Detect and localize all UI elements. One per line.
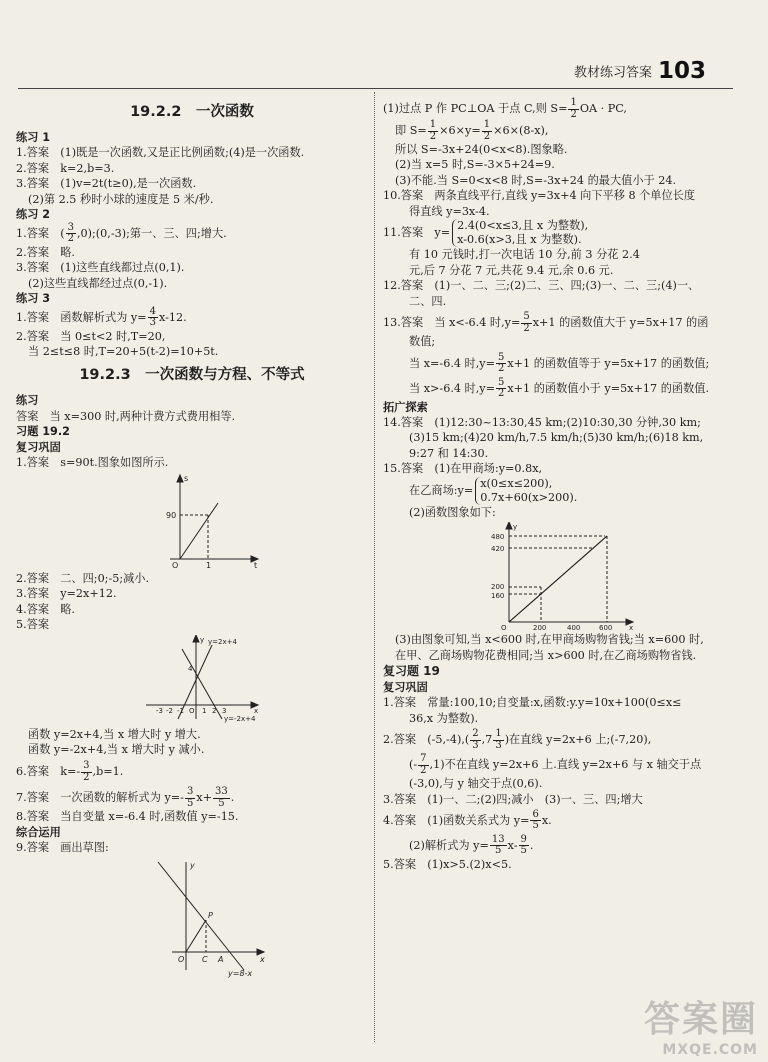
- text-run: 即 S=: [395, 124, 427, 137]
- tick-label: 600: [599, 624, 613, 631]
- text-run: x+1 的函数值小于 y=5x+17 的函数值.: [507, 381, 710, 395]
- tick-label: 480: [491, 533, 505, 542]
- piecewise-brace: [475, 477, 577, 505]
- practice-1-heading: 练习 1: [16, 131, 51, 144]
- numerator: 3: [83, 760, 90, 772]
- axis-label: t: [254, 560, 258, 569]
- origin-label: O: [501, 624, 507, 631]
- section-title-19-2-3: 19.2.3 一次函数与方程、不等式: [79, 367, 305, 384]
- answer-line: 元,后 7 分花 7 元,共花 9.4 元,余 0.6 元.: [409, 263, 614, 277]
- text-run: ,7: [481, 733, 493, 747]
- numerator: 9: [520, 833, 527, 845]
- answer-line: 1.答案 (1)既是一次函数,又是正比例函数;(4)是一次函数.: [16, 146, 305, 160]
- answer-line: [383, 98, 735, 120]
- answer-line: 当 2≤t≤8 时,T=20+5(t-2)=10+5t.: [28, 344, 219, 358]
- answer-line: 得直线 y=3x-4.: [409, 204, 490, 218]
- answer-line: [383, 729, 735, 751]
- tick-label: -3: [156, 706, 163, 715]
- text-run: 1.答案 函数解析式为 y=: [16, 310, 147, 324]
- answer-line: 2.答案 略.: [16, 245, 75, 259]
- answer-line: (3)由图象可知,当 x<600 时,在甲商场购物省钱;当 x=600 时,: [395, 633, 704, 647]
- denominator: 5: [186, 797, 194, 809]
- axis-label: x: [260, 954, 265, 964]
- graph-two-lines: [16, 635, 368, 725]
- case-line: x-0.6(x>3,且 x 为整数).: [457, 233, 582, 247]
- answer-line: 9:27 和 14:30.: [409, 446, 489, 460]
- numerator: 5: [523, 311, 530, 323]
- watermark-url: MXQE.COM: [662, 1042, 758, 1058]
- denominator: 5: [218, 797, 225, 809]
- fraction: [418, 754, 428, 776]
- numerator: 1: [495, 728, 502, 740]
- numerator: 5: [498, 376, 505, 388]
- text-run: ,0);(0,-3);第一、三、四;增大.: [76, 226, 227, 240]
- tick-label: 160: [491, 592, 505, 601]
- exercise-heading: 习题 19.2: [16, 425, 70, 439]
- fraction: [66, 223, 76, 245]
- denominator: 2: [498, 363, 505, 375]
- left-column: [16, 98, 368, 980]
- line-label: y=-2x+4: [224, 714, 256, 723]
- answer-line: (3)不能.当 S=0<x<8 时,S=-3x+24 的最大值小于 24.: [395, 173, 677, 187]
- answer-line: [383, 120, 735, 142]
- denominator: 3: [472, 739, 479, 751]
- answer-line: 8.答案 当自变量 x=-6.4 时,函数值 y=-15.: [16, 810, 239, 824]
- numerator: 7: [420, 753, 427, 765]
- extension-heading: 拓广探索: [383, 400, 428, 414]
- tick-label: 420: [491, 545, 505, 554]
- text-run: 11.答案: [383, 226, 424, 240]
- denominator: 2: [483, 130, 491, 142]
- answer-line: 有 10 元钱时,打一次电话 10 分,前 3 分花 2.4: [409, 248, 640, 262]
- denominator: 2: [429, 130, 437, 142]
- text-run: x+: [196, 791, 213, 805]
- text-run: 6.答案 k=-: [16, 765, 81, 779]
- answer-line: [383, 810, 735, 832]
- text-run: 13.答案 当 x<-6.4 时,y=: [383, 316, 521, 330]
- numerator: 13: [491, 833, 505, 845]
- origin-label: O: [172, 560, 179, 569]
- denominator: 5: [532, 820, 539, 832]
- y-axis-arrow: [506, 522, 512, 529]
- text-run: )在直线 y=2x+6 上;(-7,20),: [504, 733, 652, 747]
- answer-line: (2)第 2.5 秒时小球的速度是 5 米/秒.: [28, 192, 214, 206]
- text-run: x+1 的函数值大于 y=5x+17 的函: [532, 316, 709, 330]
- header-rule: [18, 88, 733, 89]
- text-run: .: [529, 838, 534, 852]
- denominator: 2: [498, 388, 505, 400]
- answer-line: 数值;: [409, 335, 436, 349]
- answer-line: 2.答案 二、四;0;-5;减小.: [16, 571, 150, 585]
- graph-y-8-x: [16, 858, 368, 978]
- review-heading: 复习巩固: [383, 680, 428, 694]
- denominator: 5: [520, 845, 527, 857]
- fraction: [470, 729, 480, 751]
- line-op: [186, 920, 206, 952]
- practice-heading: 练习: [16, 394, 39, 408]
- header-title: 教材练习答案: [573, 65, 652, 81]
- tick-label: 2: [212, 706, 217, 715]
- answer-line: 14.答案 (1)12:30~13:30,45 km;(2)10:30,30 分钟,30 km;: [383, 415, 701, 429]
- denominator: 2: [67, 233, 74, 245]
- denominator: 2: [420, 764, 427, 776]
- y-axis-arrow: [193, 635, 199, 642]
- y-axis-arrow: [177, 475, 183, 482]
- answer-line: 答案 当 x=300 时,两种计费方式费用相等.: [16, 409, 236, 423]
- line-mall-b: [509, 536, 607, 622]
- fraction: [530, 810, 540, 832]
- fraction: [496, 378, 506, 400]
- tick-label: 90: [166, 510, 177, 520]
- tick-label: 3: [222, 706, 227, 715]
- graph-s-90t: [16, 473, 368, 569]
- answer-line: 2.答案 k=2,b=3.: [16, 161, 115, 175]
- text-run: 4.答案 (1)函数关系式为 y=: [383, 813, 530, 827]
- axis-label: y: [200, 635, 205, 644]
- answer-line: 在甲、乙商场购物花费相同;当 x>600 时,在乙商场购物省钱.: [395, 648, 697, 662]
- origin-label: O: [189, 706, 195, 715]
- text-run: x+1 的函数值等于 y=5x+17 的函数值;: [507, 356, 710, 370]
- answer-line: 函数 y=2x+4,当 x 增大时 y 增大.: [28, 727, 201, 741]
- answer-line: [383, 754, 735, 776]
- numerator: 1: [570, 97, 577, 108]
- text-run: 当 x=-6.4 时,y=: [409, 356, 495, 370]
- text-run: (2)解析式为 y=: [409, 838, 489, 852]
- answer-line: [383, 378, 735, 400]
- answer-line: [16, 787, 368, 809]
- answer-line: 3.答案 (1)这些直线都过点(0,1).: [16, 261, 185, 275]
- right-column: [383, 98, 735, 872]
- denominator: 5: [495, 845, 502, 857]
- answer-line: [16, 761, 368, 783]
- text-run: 7.答案 一次函数的解析式为 y=-: [16, 791, 184, 805]
- axis-label: y: [190, 860, 195, 870]
- page-number: 103: [657, 58, 706, 84]
- answer-line: [383, 835, 735, 857]
- text-run: ×6×(8-x),: [493, 124, 549, 137]
- numerator: 5: [498, 351, 505, 363]
- fraction: [496, 353, 506, 375]
- numerator: 3: [67, 221, 74, 233]
- axis-label: s: [184, 473, 189, 483]
- answer-line: 2.答案 当 0≤t<2 时,T=20,: [16, 329, 166, 343]
- answer-line: 所以 S=-3x+24(0<x<8).图象略.: [395, 143, 568, 156]
- answer-line: 9.答案 画出草图:: [16, 841, 109, 855]
- column-divider: [374, 92, 375, 1042]
- origin-label: O: [178, 954, 185, 964]
- answer-line: 36,x 为整数).: [409, 711, 479, 725]
- text-run: OA · PC,: [579, 102, 627, 115]
- point-label: P: [208, 910, 213, 920]
- answer-line: (3)15 km;(4)20 km/h,7.5 km/h;(5)30 km/h;(6)18 km,: [409, 431, 704, 445]
- answer-line: 12.答案 (1)一、二、三;(2)二、三、四;(3)一、二、三;(4)一、: [383, 279, 700, 293]
- answer-line: 15.答案 (1)在甲商场:y=0.8x,: [383, 462, 543, 476]
- review-19-heading: 复习题 19: [383, 664, 440, 679]
- answer-line: 二、四.: [409, 294, 447, 308]
- fraction: [185, 787, 195, 809]
- text-run: 1.答案 (: [16, 226, 65, 240]
- text-run: 2.答案 (-5,-4),(: [383, 733, 470, 747]
- point-label: C: [202, 954, 208, 964]
- tick-label: 4: [188, 664, 193, 673]
- numerator: 3: [186, 786, 194, 798]
- text-run: ,1)不在直线 y=2x+6 上.直线 y=2x+6 与 x 轴交于点: [429, 758, 702, 772]
- numerator: 1: [429, 119, 437, 130]
- answer-line: 10.答案 两条直线平行,直线 y=3x+4 向下平移 8 个单位长度: [383, 189, 696, 203]
- watermark-text: 答案圈: [643, 999, 758, 1040]
- answer-line: 1.答案 常量:100,10;自变量:x,函数:y.y=10x+100(0≤x≤: [383, 696, 682, 710]
- denominator: 2: [570, 108, 577, 120]
- text-run: 在乙商场:y=: [409, 483, 474, 497]
- fraction: [81, 761, 91, 783]
- line-label: y=2x+4: [208, 637, 237, 646]
- line-y-8-x: [158, 862, 244, 970]
- answer-line: (-3,0),与 y 轴交于点(0,6).: [409, 777, 543, 791]
- fraction: [519, 835, 529, 857]
- numerator: 2: [472, 728, 479, 740]
- text-run: 当 x>-6.4 时,y=: [409, 381, 495, 395]
- fraction: [428, 120, 438, 142]
- fraction: [213, 787, 230, 809]
- answer-line: 3.答案 (1)v=2t(t≥0),是一次函数.: [16, 177, 197, 191]
- denominator: 2: [83, 771, 90, 783]
- numerator: 1: [483, 119, 491, 130]
- point-label: A: [218, 954, 224, 964]
- text-run: x-: [507, 838, 518, 852]
- answer-line: [16, 223, 368, 245]
- axis-label: y: [513, 523, 518, 532]
- answer-line: 1.答案 s=90t.图象如图所示.: [16, 456, 169, 470]
- tick-label: 1: [206, 560, 212, 569]
- answer-line: [16, 307, 368, 329]
- piecewise-brace: [452, 219, 588, 247]
- tick-label: -2: [166, 706, 173, 715]
- fraction: [521, 312, 531, 334]
- case-line: 0.7x+60(x>200).: [480, 490, 578, 504]
- text-run: ,b=1.: [92, 765, 124, 779]
- answer-line: [383, 353, 735, 375]
- denominator: 3: [149, 317, 156, 329]
- text-run: x-12.: [159, 310, 187, 324]
- text-run: x.: [541, 813, 552, 827]
- answer-line: (2)这些直线都经过点(0,-1).: [28, 276, 168, 290]
- tick-label: -1: [177, 706, 184, 715]
- section-title-19-2-2: 19.2.2 一次函数: [130, 104, 254, 120]
- answer-line: (2)当 x=5 时,S=-3×5+24=9.: [395, 158, 555, 172]
- answer-line: 3.答案 (1)一、二;(2)四;减小 (3)一、三、四;增大: [383, 792, 643, 806]
- text-run: (1)过点 P 作 PC⊥OA 于点 C,则 S=: [383, 102, 568, 115]
- answer-line: 函数 y=-2x+4,当 x 增大时 y 减小.: [28, 742, 205, 756]
- answer-line: 4.答案 略.: [16, 602, 75, 616]
- axis-label: x: [629, 624, 634, 631]
- case-line: 2.4(0<x≤3,且 x 为整数),: [457, 219, 589, 233]
- answer-line: 3.答案 y=2x+12.: [16, 587, 117, 601]
- answer-line: (2)函数图象如下:: [409, 505, 496, 519]
- fraction: [148, 307, 158, 329]
- numerator: 6: [532, 808, 539, 820]
- axis-label: x: [254, 706, 259, 715]
- line-label: y=8-x: [228, 968, 253, 978]
- answer-line: [383, 312, 735, 334]
- numerator: 4: [149, 305, 156, 317]
- case-line: x(0≤x≤200),: [480, 476, 553, 490]
- denominator: 2: [523, 322, 530, 334]
- fraction: [493, 729, 503, 751]
- text-run: y=: [434, 226, 451, 240]
- answer-line: [383, 477, 735, 505]
- tick-label: 400: [567, 624, 581, 631]
- watermark-logo: [644, 991, 758, 1058]
- answer-line: 5.答案: [16, 618, 50, 632]
- numerator: 33: [215, 786, 228, 798]
- line-s-90t: [180, 503, 218, 559]
- answer-line: [383, 219, 735, 247]
- text-run: ×6×y=: [439, 124, 481, 137]
- tick-label: 200: [533, 624, 547, 631]
- graph-mall-comparison: [383, 522, 735, 630]
- practice-3-heading: 练习 3: [16, 292, 51, 306]
- practice-2-heading: 练习 2: [16, 208, 51, 222]
- tick-label: 1: [202, 706, 207, 715]
- applied-heading: 综合运用: [16, 825, 61, 839]
- answer-line: 5.答案 (1)x>5.(2)x<5.: [383, 857, 512, 871]
- fraction: [490, 835, 507, 857]
- denominator: 3: [495, 739, 502, 751]
- text-run: (-: [409, 758, 418, 772]
- tick-label: 200: [491, 583, 505, 592]
- text-run: .: [230, 791, 235, 805]
- fraction: [482, 120, 492, 142]
- page-header: [574, 58, 706, 84]
- fraction: [568, 98, 578, 120]
- review-heading: 复习巩固: [16, 440, 61, 454]
